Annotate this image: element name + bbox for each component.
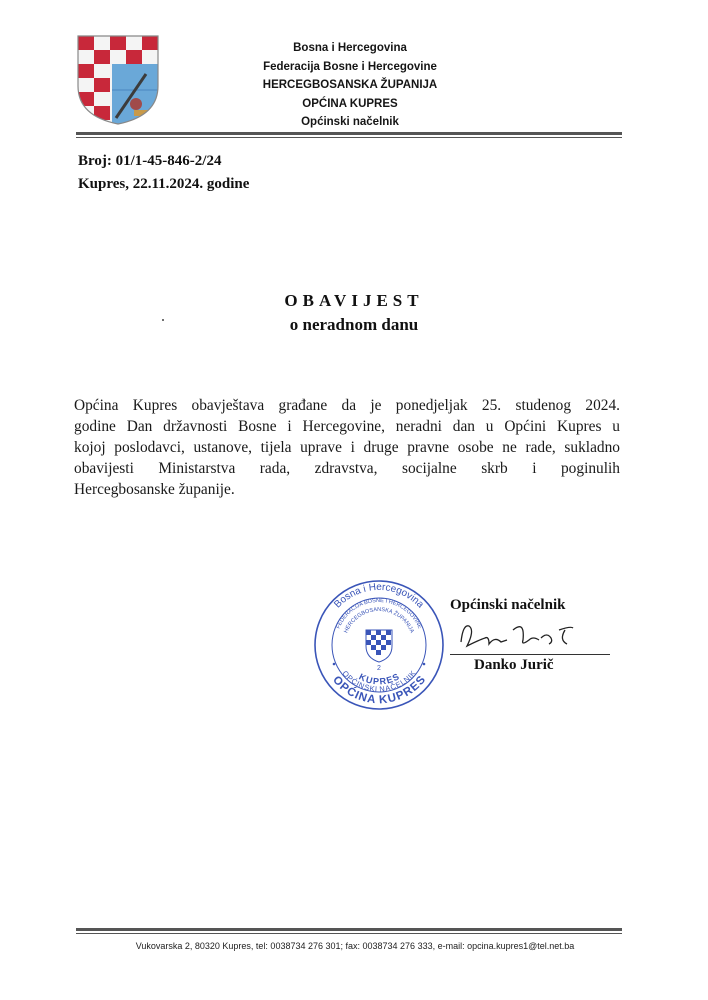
- body-line: godine Dan državnosti Bosne i Hercegovine, neradni dan u Općini Kupres u: [74, 418, 620, 435]
- stamp-inner-bottom-2: OPĆINSKI NAČELNIK: [340, 668, 418, 694]
- handwritten-signature: [455, 612, 605, 660]
- header-municipality: OPĆINA KUPRES: [302, 97, 398, 110]
- body-line: kojoj poslodavci, ustanove, tijela uprave i druge pravne osobe ne rade, sukladno: [74, 439, 620, 456]
- coat-of-arms-logo: [76, 34, 160, 126]
- stamp-outer-bottom: OPĆINA KUPRES: [330, 674, 428, 707]
- stamp-inner-top-1: FEDERACIJA BOSNE I HERCEGOVINE: [335, 597, 423, 630]
- stamp-inner-top-2: HERCEGBOSANSKA ŽUPANIJA: [343, 606, 415, 635]
- body-line: Hercegbosanske županije.: [74, 481, 235, 498]
- header-federation: Federacija Bosne i Hercegovine: [263, 60, 437, 73]
- signatory-name: Danko Jurič: [474, 657, 554, 673]
- body-line: Općina Kupres obavještava građane da je ponedjeljak 25. studenog 2024.: [74, 397, 620, 414]
- header-county: HERCEGBOSANSKA ŽUPANIJA: [262, 79, 438, 91]
- reference-place-date: Kupres, 22.11.2024. godine: [78, 176, 250, 192]
- header-country: Bosna i Hercegovina: [293, 42, 407, 54]
- footer-divider: [76, 928, 622, 934]
- official-stamp: [312, 578, 446, 712]
- signature-line: [450, 654, 610, 655]
- notice-body: [74, 395, 620, 500]
- signature-title: Općinski načelnik: [450, 597, 566, 613]
- stamp-number: 2: [377, 665, 381, 672]
- institution-header: [200, 39, 500, 132]
- body-line: obavijesti Ministarstva rada, zdravstva, socijalne skrb i poginulih: [74, 460, 620, 477]
- reference-number: Broj: 01/1-45-846-2/24: [78, 153, 222, 169]
- scan-speck: [162, 319, 164, 321]
- stamp-outer-top: Bosna i Hercegovina: [332, 582, 426, 611]
- document-title: OBAVIJEST: [284, 291, 424, 310]
- header-office: Općinski načelnik: [301, 116, 399, 128]
- document-reference: [78, 150, 249, 196]
- footer-contact: Vukovarska 2, 80320 Kupres, tel: 0038734 276 301; fax: 0038734 276 333, e-mail: opcina.kupres1@tel.net.ba: [135, 941, 575, 951]
- stamp-inner-bottom-1: KUPRES: [357, 671, 401, 687]
- stamp-shield-icon: [366, 630, 392, 662]
- document-subtitle: o neradnom danu: [289, 315, 419, 334]
- header-divider: [76, 132, 622, 138]
